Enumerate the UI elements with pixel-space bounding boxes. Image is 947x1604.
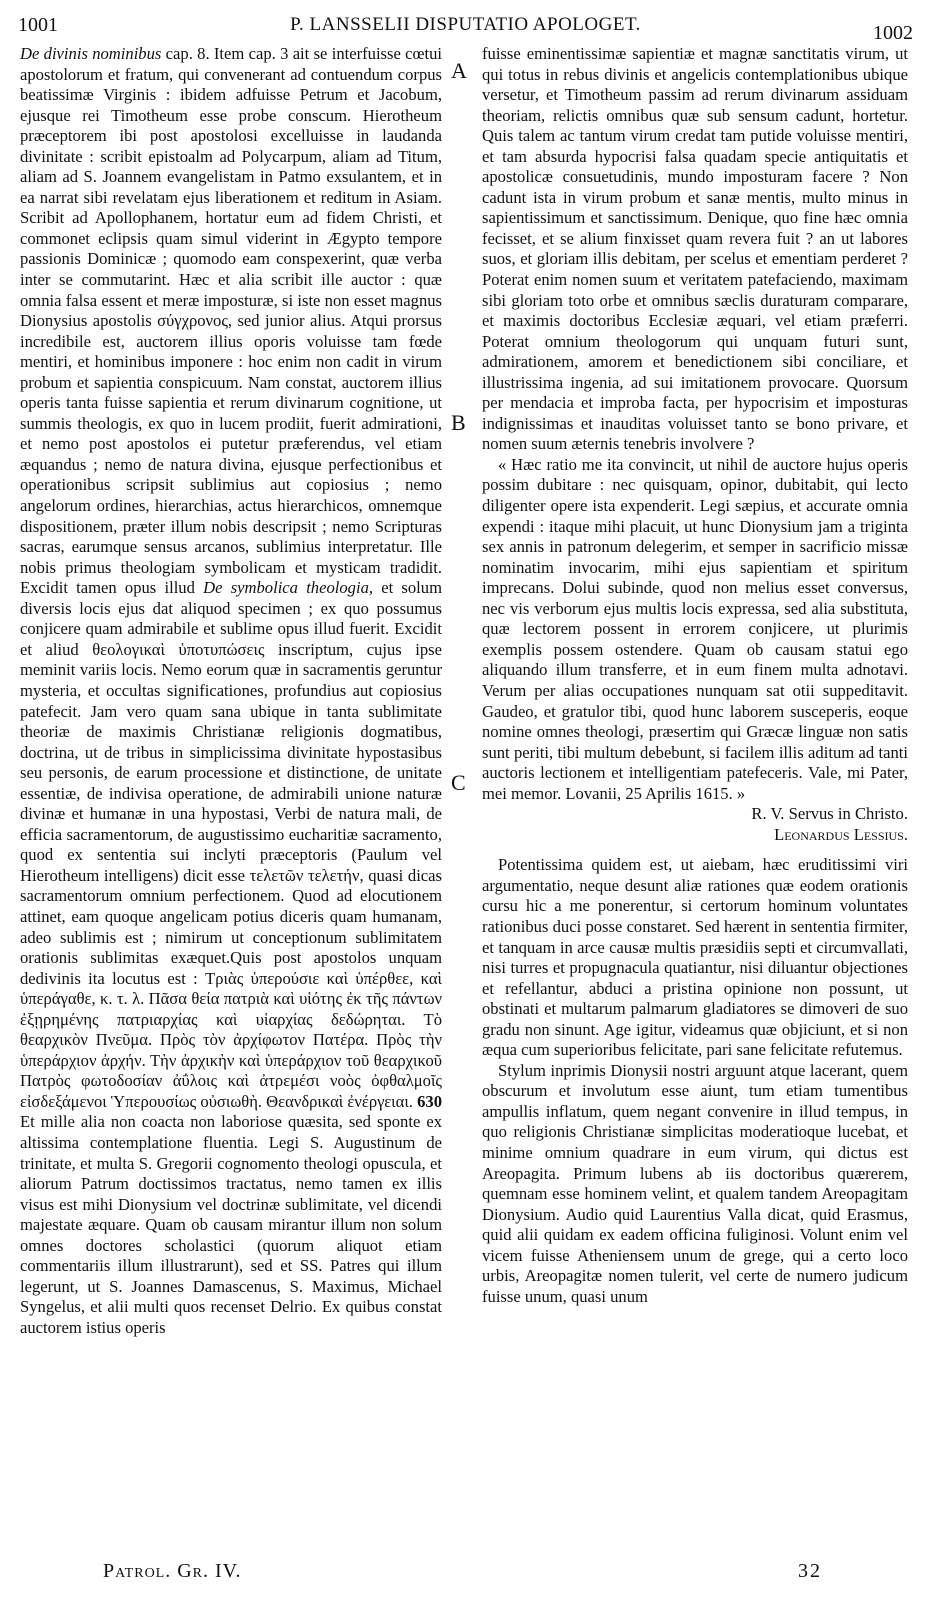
- margin-marker-a: A: [451, 58, 467, 83]
- signature-line: R. V. Servus in Christo.: [751, 804, 908, 824]
- footer-signature-left: Patrol. Gr. IV.: [103, 1560, 242, 1582]
- page-number-right: 1002: [873, 22, 913, 44]
- page-header: [18, 8, 913, 44]
- title-de-divinis-nominibus: De divinis nominibus: [20, 44, 162, 63]
- left-column-text: [20, 44, 442, 1338]
- right-paragraph-3: Potentissima quidem est, ut aiebam, hæc eruditissimi viri argumentatio, neque desunt aliæ rationes quæ eodem orationis cursu hic a me ponerentur, si certorum hominum voluntates rationibus duci posse constaret. Sed hærent in sententia firmiter, et tanquam in arce causæ multis præsidiis septi et circumvallati, nisi turres et propugnacula quatiantur, nisi diluantur objectiones et refellantur, abduci a pristina opinione non possunt, ut obstinati et multarum palmarum gladiatores se dimoveri de suo gradu non sinunt. Age igitur, videamus quæ objiciunt, et si non æqua cum superioribus felicitate, pari sane felicitate refutemus.: [482, 855, 908, 1060]
- column-number-marker: 630: [417, 1091, 442, 1111]
- running-title: P. LANSSELII DISPUTATIO APOLOGET.: [290, 14, 641, 35]
- page-number-left: 1001: [18, 14, 58, 36]
- left-column: [20, 44, 442, 1338]
- text-segment: Et mille alia non coacta non laboriose quæsita, sed sponte ex altissima contemplatione fluentia. Legi S. Augustinum de trinitate, et multa S. Gregorii cognomento theologi opuscula, et aliorum Patrum doctissimos tractatus, nemo tamen ex illis visus est mihi Dionysium vel doctrinæ sublimitate, vel dicendi majestate æquare. Quam ob causam mirantur illum non solum omnes doctores scholastici (quorum aliquot etiam commentariis illum illustrarunt), sed et SS. Patres qui illum legerunt, ut S. Joannes Damascenus, S. Maximus, Michael Syngelus, et alii multi quos recenset Delrio. Ex quibus constat auctorem istius operis: [20, 1112, 442, 1337]
- right-paragraph-1: fuisse eminentissimæ sapientiæ et magnæ sanctitatis virum, ut qui totus in rebus divinis et angelicis contemplationibus ubique versetur, et Timotheum passim ad rerum divinarum assiduam theoriam, relictis omnibus quæ sub sensum cadunt, hortetur. Quis talem ac tantum virum credat tam putide voluisse mentiri, et tam absurda hypocrisi falsa quadam specie antiquitatis et apostolicæ consuetudinis, mundo imposturam facere ? Non cadunt ista in virum probum et sanæ mentis, multo minus in sapientissimum et sanctissimum. Denique, quo fine hæc omnia fecisset, et se alium finxisset quam revera fuit ? an ut labores suos, et gloriam illis debitam, per scelus et ementiam perderet ? Poterat enim nomen suum et veritatem patefaciendo, maximam sibi gloriam toto orbe et omnibus sæclis duraturam comparare, et maximis doctoribus Ecclesiæ æquari, vel etiam præferri. Poterat omnium theologorum qui unquam futuri sunt, admirationem, amorem et benedictionem sibi conciliare, et illustrissima ingenia, ad sui imitationem provocare. Quorsum per mendacia et improba facta, per hypocrisim et imposturas indignissimas et inauditas voluisset tanto se bono privare, et nomen suum æternis tenebris involvere ?: [482, 44, 908, 454]
- signature-name: Leonardus Lessius.: [774, 824, 908, 844]
- title-de-symbolica-theologia: De symbolica theologia: [203, 578, 369, 598]
- footer-signature-right: 32: [798, 1560, 822, 1582]
- margin-marker-c: C: [451, 770, 466, 795]
- page-footer: [0, 1560, 947, 1590]
- text-segment: , et solum diversis locis ejus dat aliquod specimen ; ex quo possumus conjicere quam admirabile et sublime opus illud fuerit. Excidit et aliud θεολογικαὶ ὑποτυπώσεις inscriptum, cujus ipse meminit variis locis. Nemo eorum quæ in sacramentis geruntur mysteria, et occultas significationes, profundius aut copiosius patefecit. Jam vero quam sana ubique in tanta sublimitate theoriæ de maximis Christianæ religionis dogmatibus, doctrina, ut de tribus in simplicissima divinitate hypostasibus seu personis, de earum processione et distinctione, de unitate essentiæ, de indivisa operatione, de admirabili unione naturæ divinæ et humanæ in una hypostasi, Verbi de natura mali, de efficia sacramentorum, de augustissimo eucharitiæ sacramento, quod ex sententia sui inclyti præceptoris (Paulum vel Hierotheum intelligens) dicit esse τελετῶν τελετήν, quasi dicas sacramentorum omnium perfectionem. Quod ad elocutionem attinet, eam quoque angelicam potius diceris quam humanam, adeo sublimis est ; nimirum ut conceptionum sublimitatem orationis sublimitas exæquet.Quis post apostolos unquam dedivinis ita locutus est : Τριὰς ὑπερούσιε καὶ ὑπέρθεε, καὶ ὑπεράγαθε, κ. τ. λ. Πᾶσα θεία πατριὰ καὶ υἱότης ἐκ τῆς πάντων ἐξῃρημένης πατριαρχίας καὶ υἱαρχίας δεδώρηται. Τὸ θεαρχικὸν Πνεῦμα. Πρὸς τὸν ἀρχίφωτον Πατέρα. Πρὸς τὴν ὑπεράρχιον ἀρχήν. Τὴν ἀρχικὴν καὶ ὑπεράρχιον τοῦ θεαρχικοῦ Πατρὸς φωτοδοσίαν ἀΰλοις καὶ ἀτρεμέσι νοὸς ὀφθαλμοῖς εἰσδεξάμενοι Ὑπερουσίως οὐσιωθὴ. Θεανδρικαὶ ἐνέργειαι.: [20, 578, 443, 1111]
- right-paragraph-letter: « Hæc ratio me ita convincit, ut nihil de auctore hujus operis possim dubitare : nec quisquam, opinor, dubitabit, qui lecto diligenter opere ista expenderit. Legi sæpius, et accurate omnia expendi : itaque mihi placuit, ut hunc Dionysium jam a triginta sex annis in patronum delegerim, et semper in sacrificio missæ nominatim invocarim, mihi ejus sapientiam et spiritum imprecans. Dolui subinde, quod non melius esset conversus, nec vis verborum ejus multis locis expressa, sed alia substituta, quæ lectorem possent in errorem conjicere, ut plurimis exemplis possem ostendere. Quam ob causam statui ego aliquando illum transferre, et in eum finem multa adnotavi. Verum per alias occupationes nunquam sat otii suppeditavit. Gaudeo, et gratulor tibi, quod hunc laborem susceperis, eoque nomine omnes theologi, præsertim qui Græcæ linguæ non satis sunt periti, tibi multum debebunt, si facilem illis aditum ad tanti auctoris lectionem et intelligentiam patefeceris. Vale, mi Pater, mei memor. Lovanii, 25 Aprilis 1615. »: [482, 454, 908, 803]
- text-segment: cap. 8. Item cap. 3 ait se interfuisse cœtui apostolorum et fratum, qui convenerant ad contuendum corpus beatissimæ Virginis : ibidem adfuisse Petrum et Jacobum, ejusque rei Timotheum esse probe conscum. Hierotheum præceptorem ibi post apostolosi excelluisse in laudanda divinitate : scribit epistoalm ad Polycarpum, aliam ad Titum, aliam ad S. Joannem evangelistam in Patmo exsulantem, et in ea narrat sibi revelatam ejus liberationem et reditum in Asiam. Scribit ad Apollophanem, hortatur eum ad fidem Christi, et commonet eclipsis quam simul viderint in Ægypto tempore passionis Dominicæ ; quomodo eam conspexerint, quæ verba inter se commutarint. Hæc et alia scribit ille auctor : quæ omnia falsa essent et meræ imposturæ, si iste non esset magnus Dionysius apostolis σύγχρονος, sed junior alius. Atqui prorsus incredibile est, auctorem illius oporis voluisse tam fœde mentiri, et hominibus imponere : hoc enim non cadit in virum probum et sapientia conspicuum. Nam constat, auctorem illius operis tanta fuisse sapientia et rerum divinarum cognitione, ut summis theologis, ex quo in lucem prodiit, fuerit admirationi, et nemo post apostolos ei putetur præferendus, vel etiam æquandus ; nemo de natura divina, ejusque perfectionibus et operationibus scripsit sublimius aut copiosius ; nemo angelorum ordines, hierarchias, actus hierarchicos, omnemque dispositionem, præter illum nobis descripsit ; nemo Scripturas sacras, earumque sensus arcanos, sublimius interpretatur. Ille nobis primus theologiam symbolicam et mysticam tradidit. Excidit tamen opus illud: [20, 44, 442, 598]
- right-paragraph-4: Stylum inprimis Dionysii nostri arguunt atque lacerant, quem obscurum et involutum esse aiunt, tum etiam tumentibus ampullis inflatum, quem negant convenire in illud tempus, in quo religionis Christianæ simplicitas moderatioque lucebat, et minime omnium quadrare in eum virum, qui dictus est Areopagita. Primum lubens ab iis doctoribus quærerem, quemnam esse hominem velint, et qualem tandem Areopagitam Dionysium. Audio quid Laurentius Valla dicat, quid Erasmus, quid alii quidam ex eadem officina fuliginosi. Volunt enim vel vicem fuisse Atheniensem unum de grege, qui a certo loco urbis, Areopagitæ nomen tulerit, vel certe de numero judicum fuisse unum, quasi unum: [482, 1060, 908, 1306]
- right-column: [482, 44, 908, 1307]
- margin-marker-b: B: [451, 410, 466, 435]
